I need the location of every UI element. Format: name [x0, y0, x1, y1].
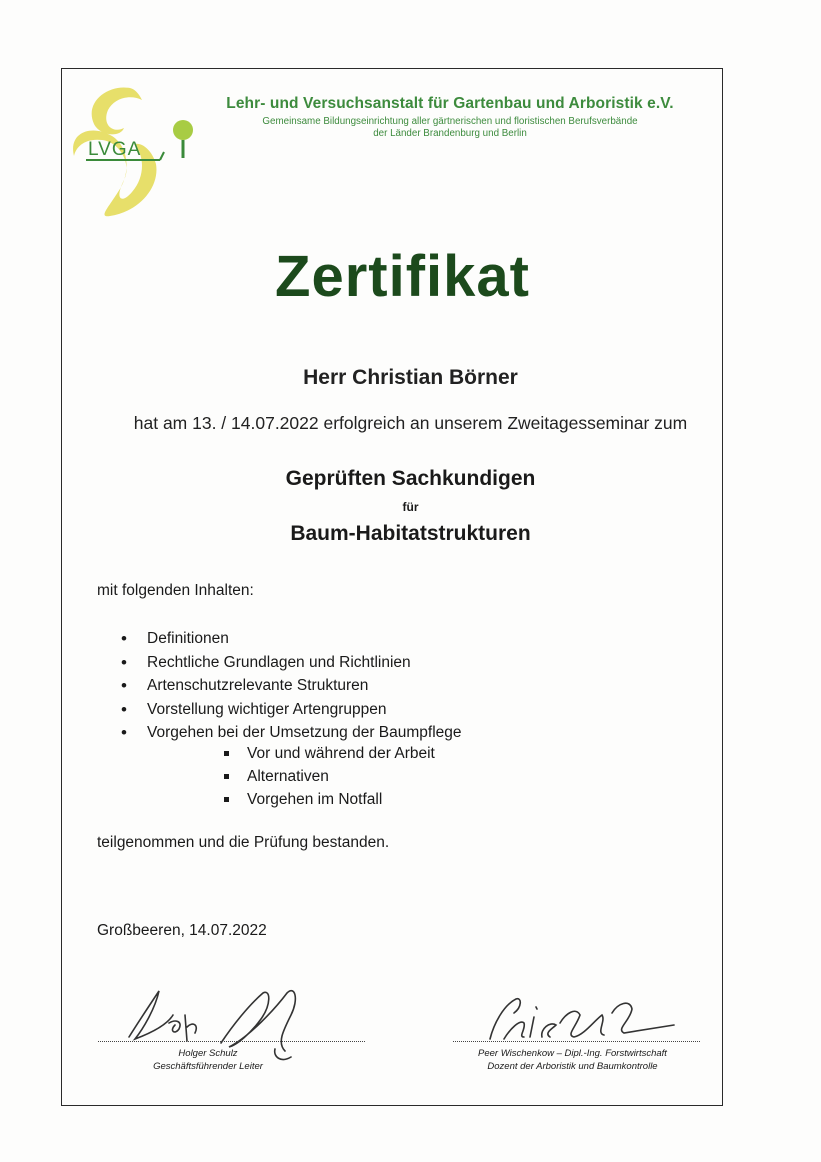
intro-text: hat am 13. / 14.07.2022 erfolgreich an unserem Zweitagesseminar zum: [133, 413, 688, 433]
list-item: • Vorgehen bei der Umsetzung der Baumpflege: [120, 721, 462, 745]
organization-subtitle-line2: der Länder Brandenburg und Berlin: [373, 127, 527, 139]
list-item: • Rechtliche Grundlagen und Richtlinien: [120, 651, 462, 675]
signer-left: [98, 1047, 318, 1073]
signature-right: [480, 993, 680, 1048]
logo-text: LVGA: [88, 139, 142, 160]
organization-subtitle: [205, 116, 695, 139]
content-sublist: [222, 742, 435, 811]
signature-line-right: [453, 1041, 700, 1042]
list-item: • Vorstellung wichtiger Artengruppen: [120, 698, 462, 722]
signer-left-role: Geschäftsführender Leiter: [153, 1061, 263, 1072]
contents-label: mit folgenden Inhalten:: [97, 582, 254, 599]
list-item: • Artenschutzrelevante Strukturen: [120, 674, 462, 698]
certificate-title: Zertifikat: [275, 244, 530, 309]
signer-right-role: Dozent der Arboristik und Baumkontrolle: [487, 1061, 658, 1072]
signer-right-name: Peer Wischenkow – Dipl.-Ing. Forstwirtschaft: [478, 1048, 667, 1059]
signer-left-name: Holger Schulz: [178, 1048, 238, 1059]
sublist-item: Vor und während der Arbeit: [222, 742, 435, 765]
place-date: Großbeeren, 14.07.2022: [97, 922, 267, 939]
recipient-name: Herr Christian Börner: [303, 366, 518, 389]
course-title-line2: Baum-Habitatstrukturen: [290, 522, 531, 545]
sublist-item: Alternativen: [222, 765, 435, 788]
list-item: • Definitionen: [120, 627, 462, 651]
course-title-line1: Geprüften Sachkundigen: [285, 467, 536, 490]
course-connector: für: [402, 500, 419, 514]
organization-subtitle-line1: Gemeinsame Bildungseinrichtung aller gärtnerischen und floristischen Berufsverbände: [262, 116, 638, 127]
organization-name: Lehr- und Versuchsanstalt für Gartenbau und Arboristik e.V.: [226, 95, 674, 112]
signer-right: [430, 1047, 715, 1073]
signature-line-left: [98, 1041, 365, 1042]
closing-text: teilgenommen und die Prüfung bestanden.: [97, 834, 390, 851]
sublist-item: Vorgehen im Notfall: [222, 788, 435, 811]
content-list: [120, 627, 462, 745]
lvga-logo: [68, 80, 198, 220]
